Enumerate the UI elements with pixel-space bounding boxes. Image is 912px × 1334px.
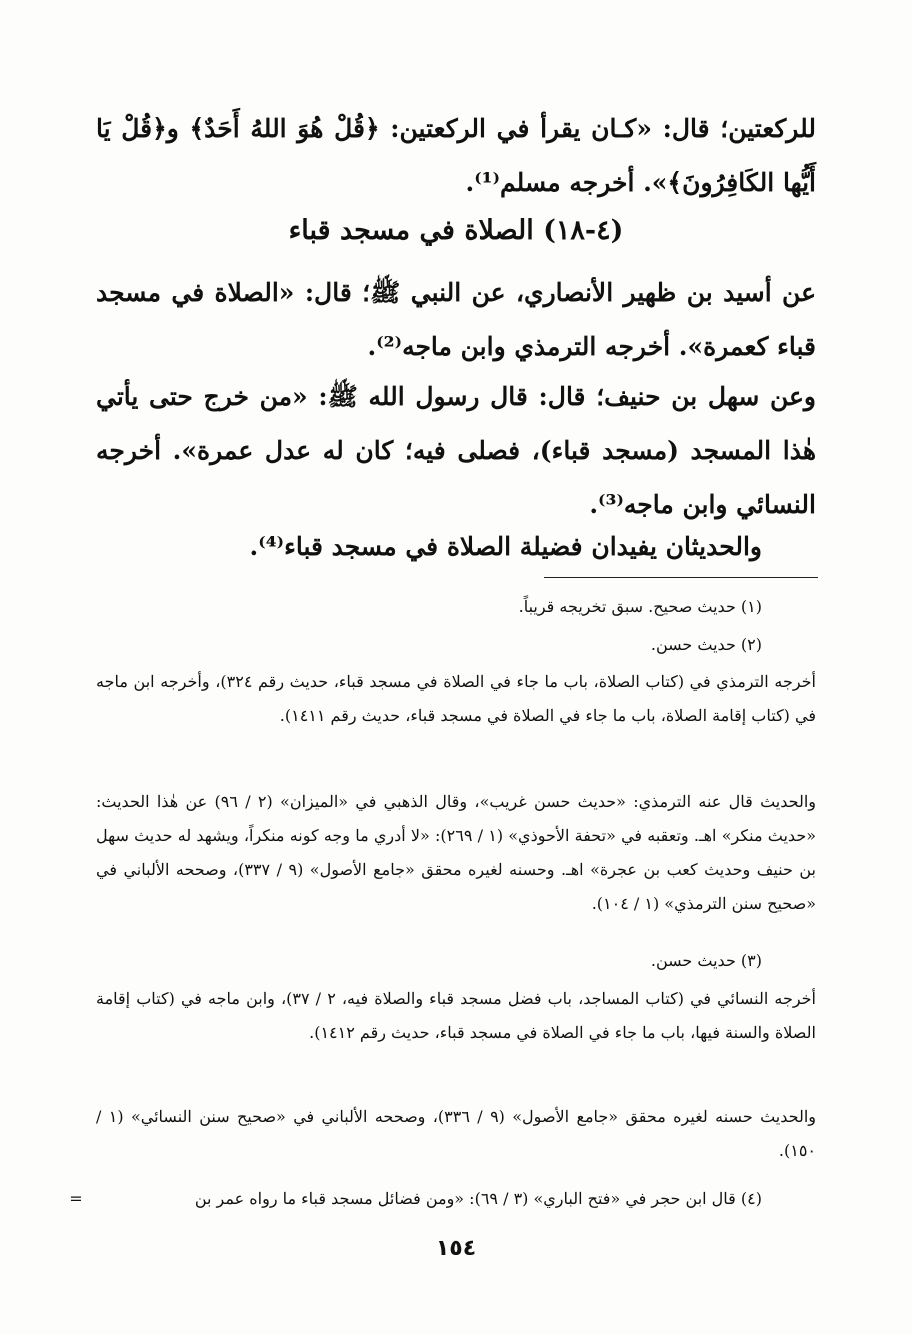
footnote-3: (٣) حديث حسن. <box>650 951 762 970</box>
footnote-3-grading: والحديث حسنه لغيره محقق «جامع الأصول» (٩ / ٣٣٦)، وصححه الألباني في «صحيح سنن النسائي» (١ / ١٥٠). <box>96 1107 817 1160</box>
footnote-1: (١) حديث صحيح. سبق تخريجه قريباً. <box>518 597 762 616</box>
section-heading: (٤-١٨) الصلاة في مسجد قباء <box>288 215 624 246</box>
continuation-mark: = <box>69 1189 83 1208</box>
paragraph-usaid-hadith: عن أسيد بن ظهير الأنصاري، عن النبي ﷺ؛ قال: «الصلاة في مسجد قباء كعمرة». أخرجه الترمذي وابن ماجه⁽²⁾. <box>96 278 816 361</box>
footnote-3-takhrij: أخرجه النسائي في (كتاب المساجد، باب فضل مسجد قباء والصلاة فيه، ٢ / ٣٧)، وابن ماجه في (كتاب إقامة الصلاة والسنة فيها، باب ما جاء في الصلاة في مسجد قباء، حديث رقم ١٤١٢). <box>96 989 817 1042</box>
footnote-4: (٤) قال ابن حجر في «فتح الباري» (٣ / ٦٩): «ومن فضائل مسجد قباء ما رواه عمر بن <box>194 1189 762 1208</box>
footnote-2-takhrij: أخرجه الترمذي في (كتاب الصلاة، باب ما جاء في الصلاة في مسجد قباء، حديث رقم ٣٢٤)، وأخرجه ابن ماجه في (كتاب إقامة الصلاة، باب ما جاء في الصلاة في مسجد قباء، حديث رقم ١٤١١). <box>96 672 817 725</box>
footnote-separator <box>544 577 818 578</box>
footnote-2-grading: والحديث قال عنه الترمذي: «حديث حسن غريب»، وقال الذهبي في «الميزان» (٢ / ٩٦) عن هٰذا الحديث: «حديث منكر» اهـ. وتعقبه في «تحفة الأحوذي» (١ / ٢٦٩): «لا أدري ما وجه كونه منكراً، ويشهد له حديث سهل بن حنيف وحديث كعب بن عجرة» اهـ. وحسنه لغيره محقق «جامع الأصول» (٩ / ٣٣٧)، وصححه الألباني في «صحيح سنن الترمذي» (١ / ١٠٤). <box>96 792 817 913</box>
footnote-2: (٢) حديث حسن. <box>650 635 762 654</box>
paragraph-conclusion: والحديثان يفيدان فضيلة الصلاة في مسجد قباء⁽⁴⁾. <box>249 532 762 561</box>
paragraph-sahl-hadith: وعن سهل بن حنيف؛ قال: قال رسول الله ﷺ: «من خرج حتى يأتي هٰذا المسجد (مسجد قباء)، فصلى فيه؛ كان له عدل عمرة». أخرجه النسائي وابن ماجه⁽³⁾. <box>96 382 816 519</box>
page-number: ١٥٤ <box>435 1236 477 1261</box>
paragraph-muslim-report: للركعتين؛ قال: «كـان يقرأ في الركعتين: ﴿قُلْ هُوَ اللهُ أَحَدٌ﴾ و﴿قُلْ يَا أَيُّها الكَافِرُونَ﴾». أخرجه مسلم⁽¹⁾. <box>96 114 816 197</box>
